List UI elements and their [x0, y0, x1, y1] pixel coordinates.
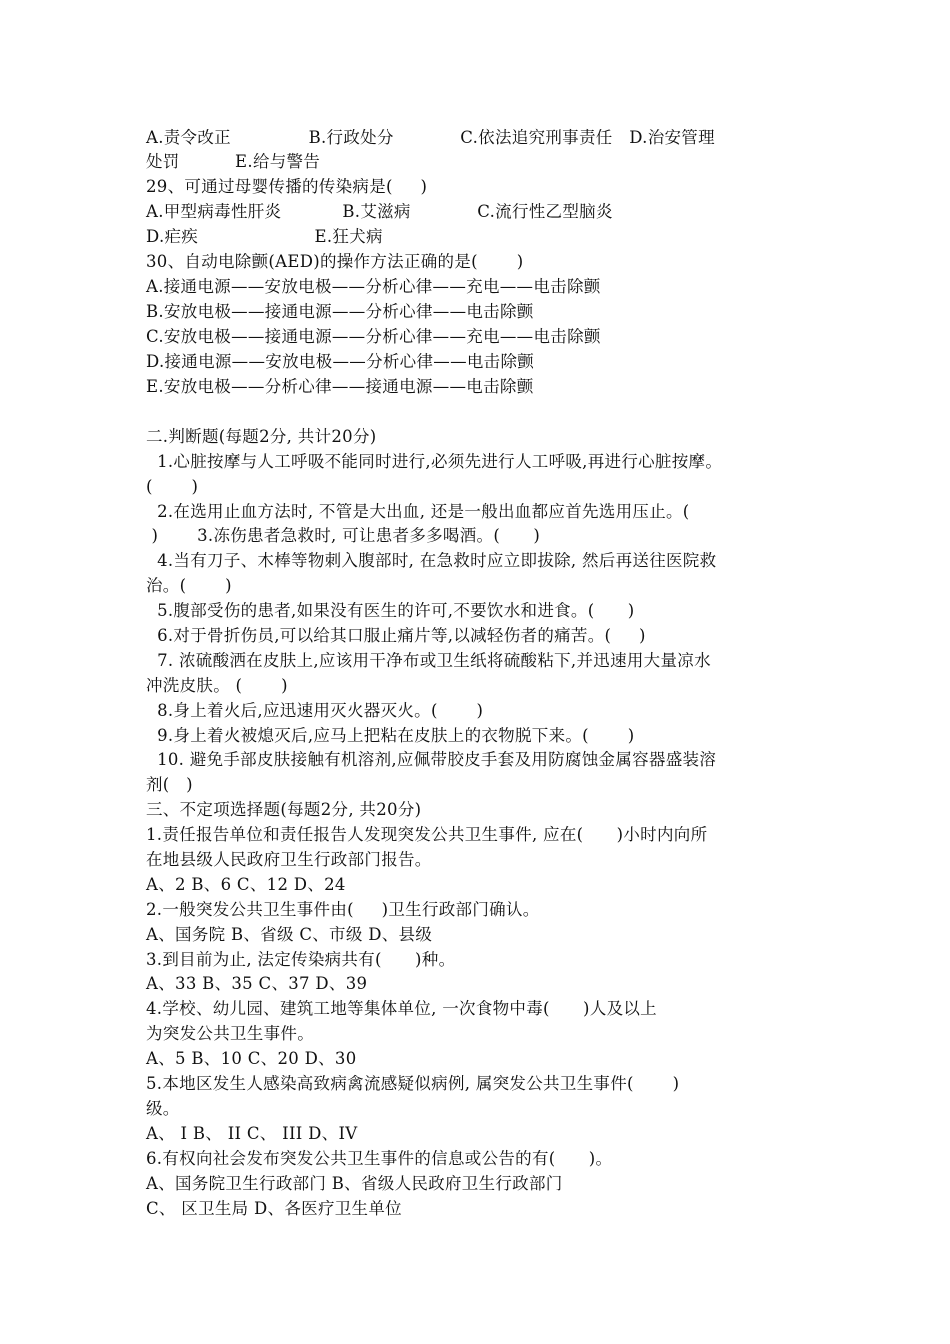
- text-line: A、 I B、 II C、 III D、IV: [146, 1124, 358, 1143]
- text-line: 治。( ): [146, 576, 232, 595]
- text-line: 6.有权向社会发布突发公共卫生事件的信息或公告的有( )。: [146, 1149, 613, 1168]
- text-line: ) 3.冻伤患者急救时, 可让患者多多喝酒。( ): [146, 526, 541, 545]
- text-line: A、2 B、6 C、12 D、24: [146, 875, 346, 894]
- text-line: E.安放电极——分析心律——接通电源——电击除颤: [146, 377, 534, 396]
- text-line: A、国务院卫生行政部门 B、省级人民政府卫生行政部门: [146, 1174, 563, 1193]
- text-line: 9.身上着火被熄灭后,应马上把粘在皮肤上的衣物脱下来。( ): [146, 726, 635, 745]
- text-line: 5.本地区发生人感染高致病禽流感疑似病例, 属突发公共卫生事件( ): [146, 1074, 680, 1093]
- text-line: A、33 B、35 C、37 D、39: [146, 974, 368, 993]
- text-line: 1.责任报告单位和责任报告人发现突发公共卫生事件, 应在( )小时内向所: [146, 825, 708, 844]
- text-line: 级。: [146, 1099, 180, 1118]
- text-line: A、5 B、10 C、20 D、30: [146, 1049, 357, 1068]
- text-line: 8.身上着火后,应迅速用灭火器灭火。( ): [146, 701, 484, 720]
- text-line: 30、自动电除颤(AED)的操作方法正确的是( ): [146, 252, 524, 271]
- text-line: A.接通电源——安放电极——分析心律——充电——电击除颤: [146, 277, 601, 296]
- text-line: 5.腹部受伤的患者,如果没有医生的许可,不要饮水和进食。( ): [146, 601, 635, 620]
- section-heading: 三、不定项选择题(每题2分, 共20分): [146, 800, 422, 819]
- section-heading: 二.判断题(每题2分, 共计20分): [146, 427, 377, 446]
- text-line: ( ): [146, 477, 199, 496]
- text-line: 4.学校、幼儿园、建筑工地等集体单位, 一次食物中毒( )人及以上: [146, 999, 657, 1018]
- text-line: 2.在选用止血方法时, 不管是大出血, 还是一般出血都应首先选用压止。(: [146, 502, 690, 521]
- text-line: 冲洗皮肤。 ( ): [146, 676, 288, 695]
- text-line: 10. 避免手部皮肤接触有机溶剂,应佩带胶皮手套及用防腐蚀金属容器盛装溶: [146, 750, 717, 769]
- text-line: 6.对于骨折伤员,可以给其口服止痛片等,以减轻伤者的痛苦。( ): [146, 626, 646, 645]
- text-line: 为突发公共卫生事件。: [146, 1024, 314, 1043]
- text-line: 7. 浓硫酸洒在皮肤上,应该用干净布或卫生纸将硫酸粘下,并迅速用大量凉水: [146, 651, 711, 670]
- text-line: C.安放电极——接通电源——分析心律——充电——电击除颤: [146, 327, 601, 346]
- text-line: D.接通电源——安放电极——分析心律——电击除颤: [146, 352, 535, 371]
- text-line: 4.当有刀子、木棒等物刺入腹部时, 在急救时应立即拔除, 然后再送往医院救: [146, 551, 717, 570]
- text-line: 29、可通过母婴传播的传染病是( ): [146, 177, 428, 196]
- text-line: 1.心脏按摩与人工呼吸不能同时进行,必须先进行人工呼吸,再进行心脏按摩。: [146, 452, 723, 471]
- text-line: 3.到目前为止, 法定传染病共有( )种。: [146, 950, 456, 969]
- text-line: A.甲型病毒性肝炎 B.艾滋病 C.流行性乙型脑炎: [146, 202, 613, 221]
- text-line: D.疟疾 E.狂犬病: [146, 227, 383, 246]
- text-line: C、 区卫生局 D、各医疗卫生单位: [146, 1199, 402, 1218]
- text-line: 2.一般突发公共卫生事件由( )卫生行政部门确认。: [146, 900, 540, 919]
- text-line: 在地县级人民政府卫生行政部门报告。: [146, 850, 432, 869]
- text-line: A、国务院 B、省级 C、市级 D、县级: [146, 925, 433, 944]
- text-line: 剂( ): [146, 775, 193, 794]
- text-line: B.安放电极——接通电源——分析心律——电击除颤: [146, 302, 534, 321]
- text-line: 处罚 E.给与警告: [146, 152, 321, 171]
- text-line: A.责令改正 B.行政处分 C.依法追究刑事责任 D.治安管理: [146, 128, 715, 147]
